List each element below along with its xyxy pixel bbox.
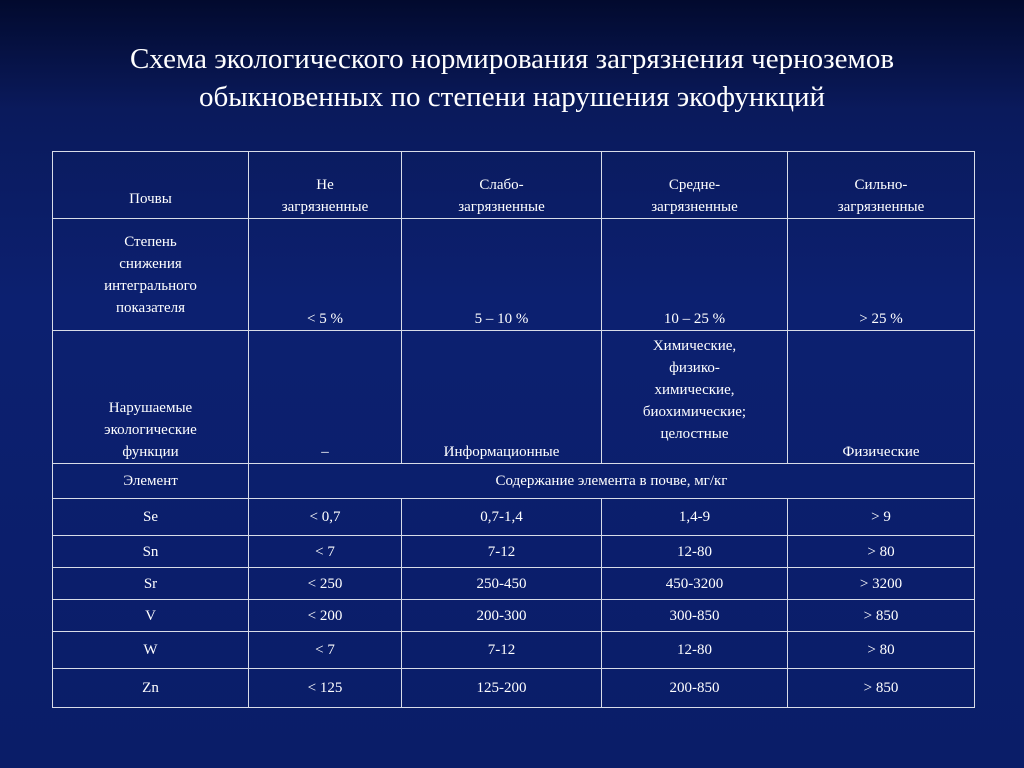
table-cell: 7-12 bbox=[402, 536, 602, 568]
header-cell-heavily: Сильно- загрязненные bbox=[788, 152, 975, 219]
table-cell: 12-80 bbox=[602, 632, 788, 669]
table-cell: 200-300 bbox=[402, 600, 602, 632]
table-row-w bbox=[53, 632, 975, 669]
slide-title bbox=[40, 40, 984, 116]
element-name: Sn bbox=[53, 536, 249, 568]
table-cell: 0,7-1,4 bbox=[402, 499, 602, 536]
table-row-zn bbox=[53, 669, 975, 708]
table-cell: 12-80 bbox=[602, 536, 788, 568]
table-cell: > 850 bbox=[788, 669, 975, 708]
table-row-sn bbox=[53, 536, 975, 568]
table-cell: Информационные bbox=[402, 331, 602, 464]
element-name: Sr bbox=[53, 568, 249, 600]
table-cell: > 80 bbox=[788, 632, 975, 669]
slide-title-line-2: обыкновенных по степени нарушения экофункций bbox=[198, 81, 826, 113]
table-cell: – bbox=[249, 331, 402, 464]
row-label-element: Элемент bbox=[53, 464, 249, 499]
element-name: V bbox=[53, 600, 249, 632]
table-cell: < 7 bbox=[249, 632, 402, 669]
table-cell: 7-12 bbox=[402, 632, 602, 669]
table-cell: < 0,7 bbox=[249, 499, 402, 536]
normalization-table bbox=[52, 151, 975, 708]
header-cell-soils: Почвы bbox=[53, 152, 249, 219]
table-cell: Физические bbox=[788, 331, 975, 464]
element-name: W bbox=[53, 632, 249, 669]
table-cell: 300-850 bbox=[602, 600, 788, 632]
table-row-se bbox=[53, 499, 975, 536]
table-cell: > 3200 bbox=[788, 568, 975, 600]
row-label-functions: Нарушаемые экологические функции bbox=[53, 331, 249, 464]
header-cell-slightly: Слабо- загрязненные bbox=[402, 152, 602, 219]
header-cell-moderately: Средне- загрязненные bbox=[602, 152, 788, 219]
element-name: Zn bbox=[53, 669, 249, 708]
table-cell: 5 – 10 % bbox=[402, 219, 602, 331]
table-cell: 250-450 bbox=[402, 568, 602, 600]
table-row-v bbox=[53, 600, 975, 632]
table-cell: > 9 bbox=[788, 499, 975, 536]
slide-title-line-1: Схема экологического нормирования загрязнения черноземов bbox=[129, 43, 895, 75]
table-cell: Химические, физико- химические, биохимические; целостные bbox=[602, 331, 788, 464]
header-cell-unpolluted: Не загрязненные bbox=[249, 152, 402, 219]
element-name: Se bbox=[53, 499, 249, 536]
element-content-caption: Содержание элемента в почве, мг/кг bbox=[249, 464, 975, 499]
table-cell: 200-850 bbox=[602, 669, 788, 708]
table-cell: 125-200 bbox=[402, 669, 602, 708]
table-row-sr bbox=[53, 568, 975, 600]
table-cell: > 25 % bbox=[788, 219, 975, 331]
row-label-degree: Степень снижения интегрального показателя bbox=[53, 219, 249, 331]
table-cell: > 850 bbox=[788, 600, 975, 632]
table-cell: < 200 bbox=[249, 600, 402, 632]
table-cell: < 7 bbox=[249, 536, 402, 568]
table-cell: 1,4-9 bbox=[602, 499, 788, 536]
table-cell: < 125 bbox=[249, 669, 402, 708]
table-header-row bbox=[53, 152, 975, 219]
table-row-degree bbox=[53, 219, 975, 331]
table-cell: 10 – 25 % bbox=[602, 219, 788, 331]
table-cell: < 5 % bbox=[249, 219, 402, 331]
table-row-functions bbox=[53, 331, 975, 464]
table-cell: 450-3200 bbox=[602, 568, 788, 600]
table-cell: > 80 bbox=[788, 536, 975, 568]
table-cell: < 250 bbox=[249, 568, 402, 600]
table-row-element-header bbox=[53, 464, 975, 499]
